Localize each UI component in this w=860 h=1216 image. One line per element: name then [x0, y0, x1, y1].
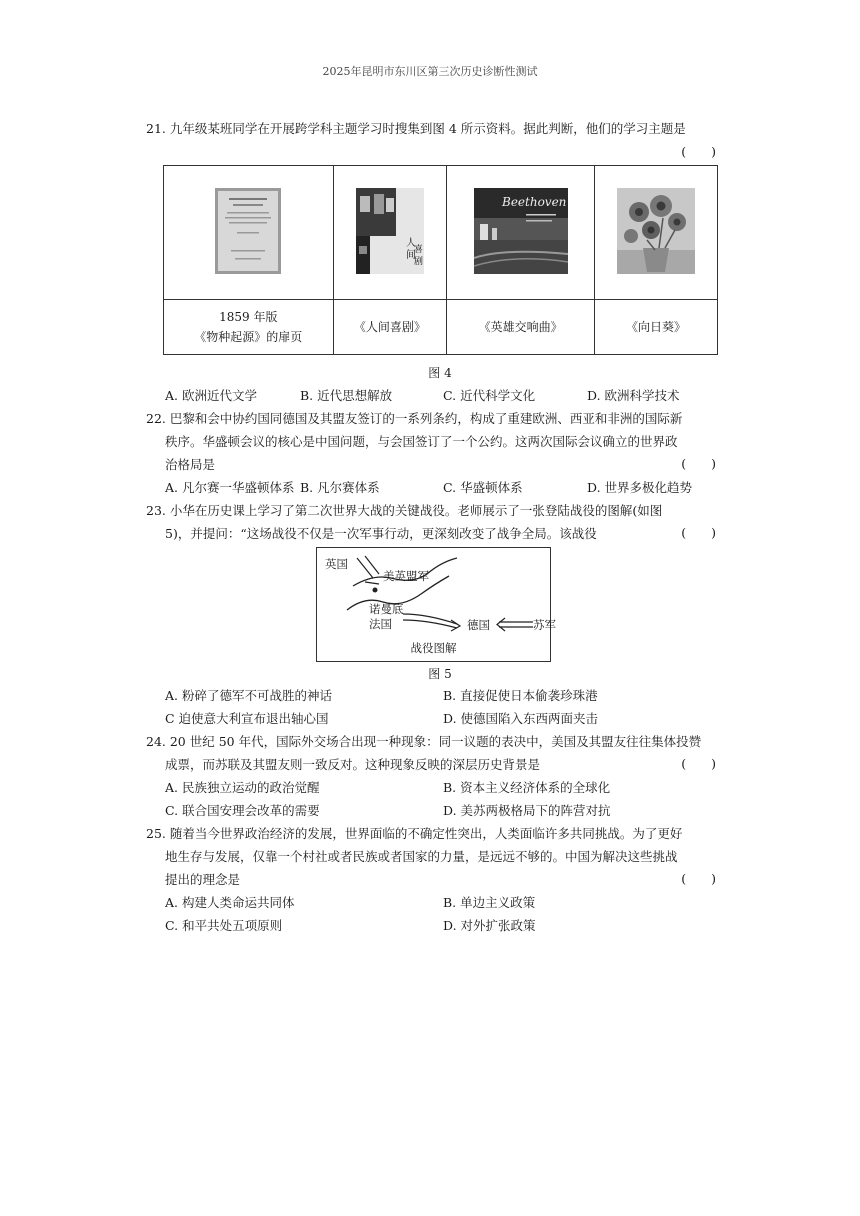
q23-option-c: C 迫使意大利宣布退出轴心国 — [165, 711, 329, 726]
q22-option-d: D. 世界多极化趋势 — [587, 480, 693, 495]
q21-option-c: C. 近代科学文化 — [443, 388, 536, 403]
q22-line-3: 治格局是 — [165, 457, 216, 472]
svg-text:间: 间 — [405, 250, 416, 261]
q25-line-2: 地生存与发展，仅靠一个村社或者民族或者国家的力量，是远远不够的。中国为解决这些挑战 — [165, 849, 678, 864]
q22-line-1: 22. 巴黎和会中协约国同德国及其盟友签订的一系列条约，构成了重建欧洲、西亚和非洲的国际新 — [146, 411, 683, 426]
diagram-caption: 战役图解 — [410, 641, 457, 655]
q25-option-d: D. 对外扩张政策 — [443, 918, 536, 933]
q21-option-b: B. 近代思想解放 — [300, 388, 393, 403]
q23-answer-paren: ( ) — [681, 525, 716, 540]
figure-4-cell-origin-of-species — [164, 166, 334, 300]
q25-line-1: 25. 随着当今世界政治经济的发展，世界面临的不确定性突出，人类面临许多共同挑战。为了更好 — [146, 826, 683, 841]
figure-4-caption-eroica: 《英雄交响曲》 — [447, 300, 595, 355]
diagram-label-britain: 英国 — [325, 557, 348, 571]
beethoven-album-cover-image — [474, 188, 568, 274]
q22-option-a: A. 凡尔赛一华盛顿体系 — [165, 480, 295, 495]
figure-4-caption-sunflowers: 《向日葵》 — [595, 300, 718, 355]
figure-5-label: 图 5 — [428, 667, 452, 681]
figure-4-caption-origin-of-species: 1859 年版 《物种起源》的扉页 — [164, 300, 334, 355]
human-comedy-book-cover-image — [356, 188, 424, 274]
diagram-label-germany: 德国 — [467, 618, 490, 632]
q21-option-a: A. 欧洲近代文学 — [165, 388, 257, 403]
q21-option-d: D. 欧洲科学技术 — [587, 388, 680, 403]
q24-option-c: C. 联合国安理会改革的需要 — [165, 803, 320, 818]
human-comedy-cover-title: 人 — [405, 238, 416, 249]
figure-4-table — [163, 165, 718, 355]
q25-option-a: A. 构建人类命运共同体 — [165, 895, 295, 910]
q23-option-a: A. 粉碎了德军不可战胜的神话 — [165, 688, 332, 703]
q22-answer-paren: ( ) — [681, 456, 716, 471]
q21-answer-paren: ( ) — [681, 144, 716, 159]
q24-option-b: B. 资本主义经济体系的全球化 — [443, 780, 611, 795]
q23-line-2: 5)，并提问：“这场战役不仅是一次军事行动，更深刻改变了战争全局。该战役 — [165, 526, 597, 541]
q22-option-b: B. 凡尔赛体系 — [300, 480, 380, 495]
q23-option-d: D. 使德国陷入东西两面夹击 — [443, 711, 599, 726]
q25-answer-paren: ( ) — [681, 871, 716, 886]
q23-line-1: 23. 小华在历史课上学习了第二次世界大战的关键战役。老师展示了一张登陆战役的图解(如图 — [146, 503, 663, 518]
svg-text:剧: 剧 — [413, 257, 423, 267]
origin-of-species-title-page-image — [215, 188, 281, 274]
diagram-label-soviet: 苏军 — [533, 618, 556, 632]
figure-5-battle-diagram — [316, 547, 556, 662]
beethoven-cover-title: Beethoven — [501, 195, 567, 209]
sunflowers-painting-image — [617, 188, 695, 274]
q24-option-a: A. 民族独立运动的政治觉醒 — [165, 780, 320, 795]
q24-line-1: 24. 20 世纪 50 年代，国际外交场合出现一种现象：同一议题的表决中，美国及其盟友往往集体投赞 — [146, 734, 702, 749]
svg-text:喜: 喜 — [413, 245, 423, 255]
figure-4-cell-sunflowers — [595, 166, 718, 300]
q25-option-b: B. 单边主义政策 — [443, 895, 536, 910]
q25-line-3: 提出的理念是 — [165, 872, 241, 887]
q23-option-b: B. 直接促使日本偷袭珍珠港 — [443, 688, 598, 703]
figure-4-label: 图 4 — [428, 366, 452, 380]
q21-stem: 21. 九年级某班同学在开展跨学科主题学习时搜集到图 4 所示资料。据此判断，他们的学习主题是 — [146, 121, 686, 136]
figure-4-cell-eroica — [447, 166, 595, 300]
q24-answer-paren: ( ) — [681, 756, 716, 771]
q22-line-2: 秩序。华盛顿会议的核心是中国问题，与会国签订了一个公约。这两次国际会议确立的世界政 — [165, 434, 678, 449]
page-header: 2025年昆明市东川区第三次历史诊断性测试 — [322, 65, 538, 78]
figure-4-caption-human-comedy: 《人间喜剧》 — [333, 300, 447, 355]
diagram-label-allies: 美英盟军 — [383, 569, 429, 583]
q25-option-c: C. 和平共处五项原则 — [165, 918, 283, 933]
diagram-label-normandy: 诺曼底 — [369, 602, 404, 616]
q22-option-c: C. 华盛顿体系 — [443, 480, 523, 495]
q24-option-d: D. 美苏两极格局下的阵营对抗 — [443, 803, 611, 818]
figure-4-cell-human-comedy — [333, 166, 447, 300]
diagram-label-france: 法国 — [369, 617, 392, 631]
q24-line-2: 成票，而苏联及其盟友则一致反对。这种现象反映的深层历史背景是 — [165, 757, 541, 772]
